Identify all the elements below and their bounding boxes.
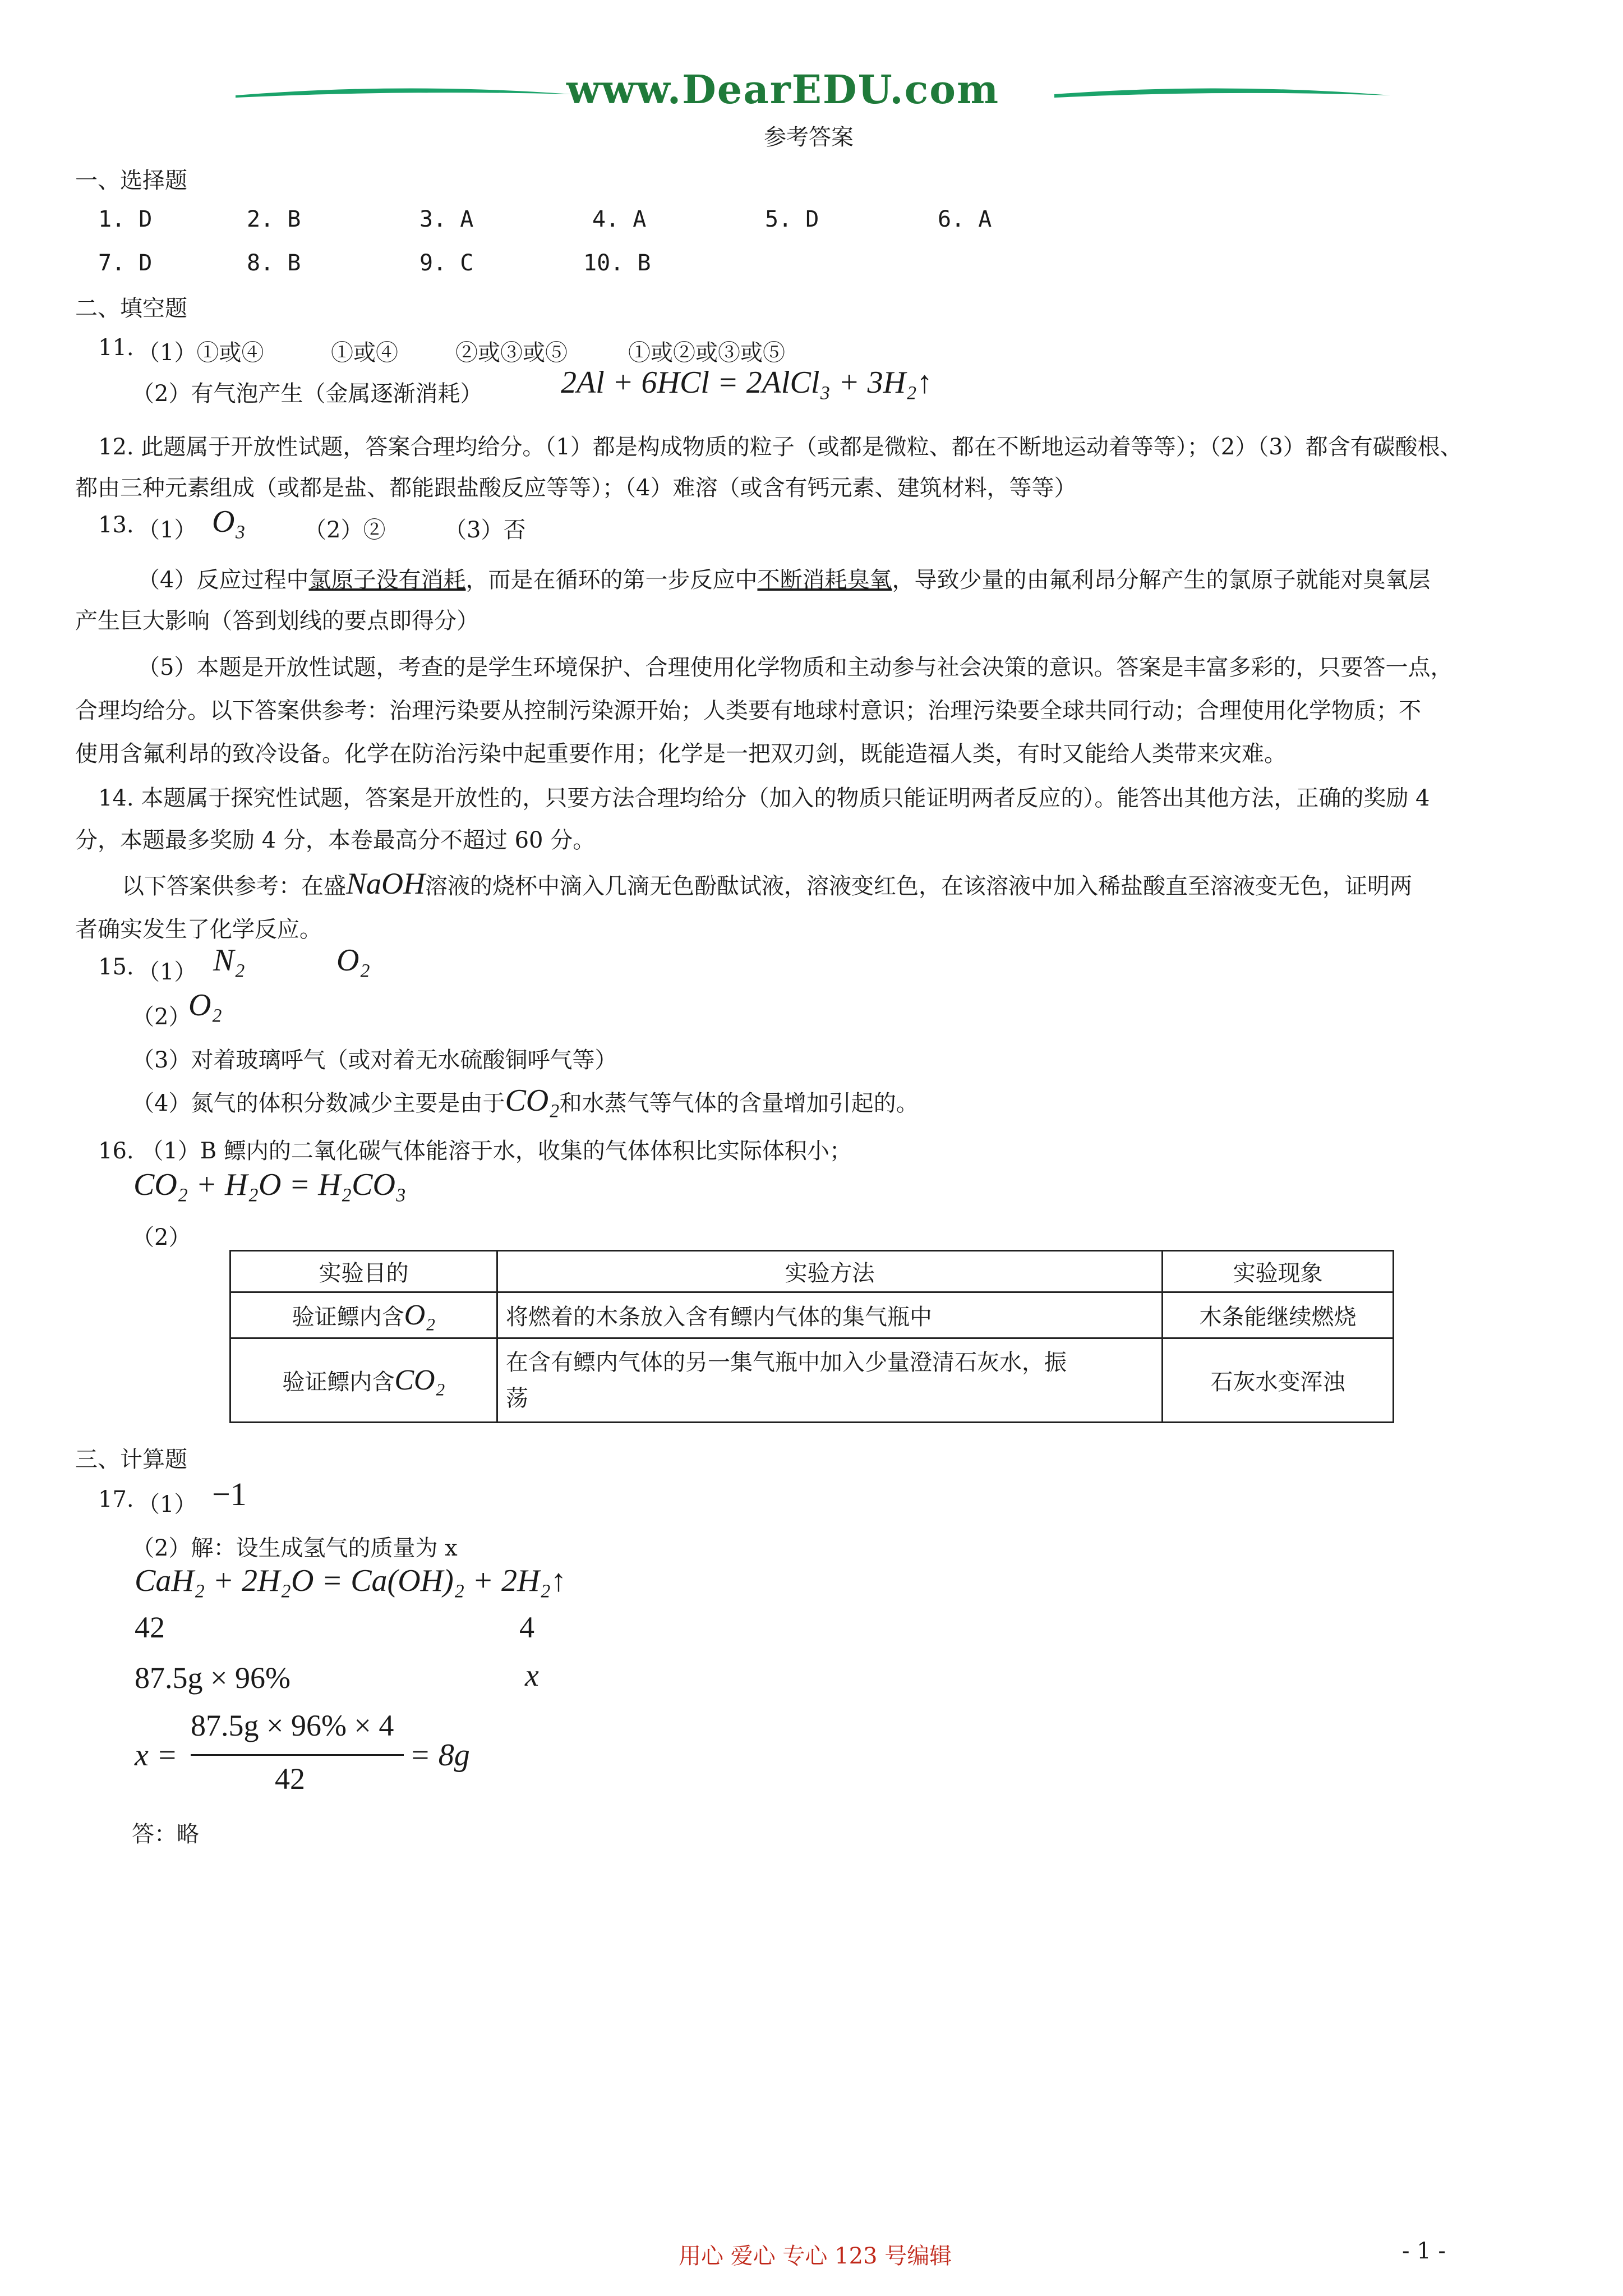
table-cell-goal [230,1338,497,1423]
q15-formula-o2: O₂ [336,943,370,978]
q17-molar-mass: 42 [135,1611,165,1644]
table-row [230,1338,1394,1423]
header-banner [236,66,1391,117]
table-cell-method [497,1338,1163,1423]
banner-swoosh-right [1054,77,1391,111]
answer-item: 9. C [419,250,474,276]
q15-formula-n2: N₂ [213,943,245,978]
fraction-denominator: 42 [275,1762,305,1796]
q13-text: （4）反应过程中 [137,567,309,593]
answer-item: 7. D [98,250,153,276]
q11-option: ①或④ [331,340,398,366]
q11-option: ②或③或⑤ [455,340,568,366]
q17-part2: （2）解：设生成氢气的质量为 x [132,1535,458,1561]
q17-molar-mass: 4 [519,1611,534,1644]
table-header: 实验现象 [1163,1251,1394,1292]
q15-formula-o2: O₂ [188,988,222,1023]
fraction-rhs: = 8g [409,1738,470,1773]
method-line: 荡 [506,1385,528,1411]
table-row [230,1292,1394,1338]
q13-part2: （2）② [304,517,386,543]
q13-number: 13. [98,512,134,538]
q12-line: 都由三种元素组成（或都是盐、都能跟盐酸反应等等）；（4）难溶（或含有钙元素、建筑材料，等等） [75,475,1077,501]
table-cell-method: 将燃着的木条放入含有鳔内气体的集气瓶中 [497,1292,1163,1338]
q12-line: 12. 此题属于开放性试题，答案合理均给分。（1）都是构成物质的粒子（或都是微粒、都在不断地运动着等等）；（2）（3）都含有碳酸根、 [98,434,1463,460]
q13-line: 使用含氟利昂的致冷设备。化学在防治污染中起重要作用；化学是一把双刃剑，既能造福人类，有时又能给人类带来灾难。 [75,741,1287,767]
q15-part2: （2） [132,1004,191,1030]
experiment-table [229,1250,1394,1423]
q14-text: 以下答案供参考：在盛 [122,873,346,899]
goal-formula: O₂ [404,1299,436,1331]
q13-underline-key: 氯原子没有消耗 [308,567,466,593]
q13-line: （5）本题是开放性试题，考查的是学生环境保护、合理使用化学物质和主动参与社会决策的意识。答案是丰富多彩的，只要答一点， [137,655,1453,680]
q14-text: 溶液的烧杯中滴入几滴无色酚酞试液，溶液变红色，在该溶液中加入稀盐酸直至溶液变无色，证明两 [425,873,1413,899]
answer-item: 6. A [938,206,992,232]
q14-line: 14. 本题属于探究性试题，答案是开放性的，只要方法合理均给分（加入的物质只能证明两者反应的）。能答出其他方法，正确的奖励 4 [98,785,1430,811]
q15-number: 15. [98,954,134,980]
q13-part1: （1） [137,517,197,543]
q17-number: 17. [98,1487,134,1512]
goal-text: 验证鳔内含 [282,1369,395,1395]
q15-part1: （1） [137,959,197,985]
goal-text: 验证鳔内含 [292,1304,404,1330]
site-logo: www.DearEDU.com [566,66,1000,113]
q15-text: 和水蒸气等气体的含量增加引起的。 [559,1091,919,1116]
q14-line3 [122,866,1412,901]
q13-line: 产生巨大影响（答到划线的要点即得分） [75,608,479,634]
q17-answer: 答：略 [132,1821,199,1847]
fraction-numerator: 87.5g × 96% × 4 [191,1709,394,1742]
table-cell-result: 木条能继续燃烧 [1163,1292,1394,1338]
q17-equation: CaH₂ + 2H₂O = Ca(OH)₂ + 2H₂↑ [135,1563,566,1598]
answer-item: 10. B [583,250,651,276]
fraction-lhs: x = [135,1738,178,1773]
q15-text: （4）氮气的体积分数减少主要是由于 [132,1091,505,1116]
page-number: - 1 - [1402,2238,1446,2264]
page-title: 参考答案 [764,125,854,150]
q11-equation: 2Al + 6HCl = 2AlCl₃ + 3H₂↑ [561,365,933,400]
q17-unknown: x [525,1658,539,1693]
q14-line: 者确实发生了化学反应。 [75,917,322,942]
q13-text: ，而是在循环的第一步反应中 [465,567,758,593]
table-header-row [230,1251,1394,1292]
q17-mass: 87.5g × 96% [135,1661,291,1695]
answer-item: 3. A [419,206,474,232]
q17-part1: （1） [137,1492,197,1517]
section-heading-choice: 一、选择题 [75,168,187,194]
q16-part2: （2） [132,1225,191,1250]
answer-item: 1. D [98,206,153,232]
q16-line: 16. （1）B 鳔内的二氧化碳气体能溶于水，收集的气体体积比实际体积小； [98,1138,852,1164]
section-heading-fill: 二、填空题 [75,296,187,321]
q14-line: 分，本题最多奖励 4 分，本卷最高分不超过 60 分。 [75,827,596,853]
method-line: 在含有鳔内气体的另一集气瓶中加入少量澄清石灰水，振 [506,1349,1067,1375]
fraction-bar [191,1754,404,1756]
q14-formula-naoh: NaOH [346,867,426,900]
q15-part3: （3）对着玻璃呼气（或对着无水硫酸铜呼气等） [132,1047,617,1073]
q13-line: 合理均给分。以下答案供参考：治理污染要从控制污染源开始；人类要有地球村意识；治理污染要全球共同行动；合理使用化学物质；不 [75,698,1421,724]
q15-formula-co2: CO₂ [505,1083,560,1118]
q11-part1: （1）①或④ [137,340,264,366]
answer-item: 4. A [592,206,647,232]
table-cell-result: 石灰水变浑浊 [1163,1338,1394,1423]
q11-option: ①或②或③或⑤ [628,340,785,366]
q13-text: ，导致少量的由氟利昂分解产生的氯原子就能对臭氧层 [892,567,1431,593]
q17-part1-value: −1 [212,1476,247,1512]
banner-swoosh-left [236,77,572,111]
footer-text: 用心 爱心 专心 123 号编辑 [679,2243,952,2269]
q16-equation: CO₂ + H₂O = H₂CO₃ [133,1167,407,1202]
table-header: 实验目的 [230,1251,497,1292]
table-header: 实验方法 [497,1251,1163,1292]
q13-underline-key: 不断消耗臭氧 [757,567,892,593]
answer-item: 2. B [247,206,301,232]
q13-formula-o3: O₃ [212,504,246,539]
goal-formula: CO₂ [394,1364,445,1396]
q13-line4 [137,562,1430,594]
q11-number: 11. [98,335,134,361]
q13-part3: （3）否 [444,517,526,543]
section-heading-calc: 三、计算题 [75,1447,187,1473]
q15-part4 [132,1083,919,1119]
table-cell-goal [230,1292,497,1338]
answer-item: 8. B [247,250,301,276]
q11-part2: （2）有气泡产生（金属逐渐消耗） [132,381,483,407]
answer-item: 5. D [765,206,819,232]
